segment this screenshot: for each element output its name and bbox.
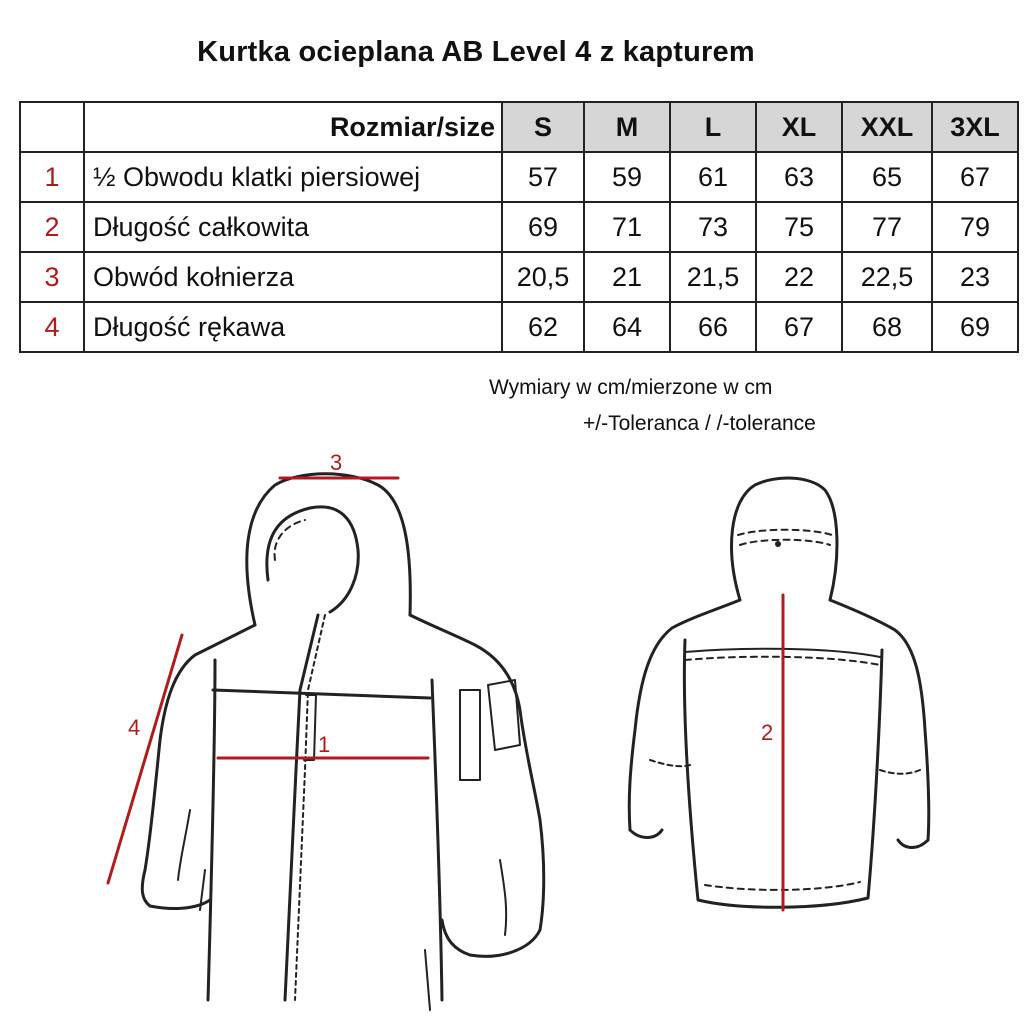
table-cell: 75 (756, 202, 842, 252)
table-cell: 59 (584, 152, 670, 202)
size-header-cell: L (670, 102, 756, 152)
table-cell: 68 (842, 302, 932, 352)
chest-label: 1 (318, 732, 331, 757)
table-cell: 21 (584, 252, 670, 302)
sleeve-measure-line (108, 635, 182, 883)
sleeve-label: 4 (128, 715, 141, 740)
units-note: Wymiary w cm/mierzone w cm (489, 376, 773, 399)
length-label: 2 (761, 720, 774, 745)
table-cell: 21,5 (670, 252, 756, 302)
table-cell: 66 (670, 302, 756, 352)
row-label: ½ Obwodu klatki piersiowej (84, 152, 502, 202)
table-cell: 62 (502, 302, 584, 352)
table-cell: 20,5 (502, 252, 584, 302)
size-table (19, 101, 1019, 353)
table-cell: 77 (842, 202, 932, 252)
table-cell: 22 (756, 252, 842, 302)
size-header-cell: XXL (842, 102, 932, 152)
table-cell: 69 (932, 302, 1018, 352)
size-header-cell: XL (756, 102, 842, 152)
size-header-label: Rozmiar/size (84, 102, 502, 152)
row-label: Długość całkowita (84, 202, 502, 252)
table-header-row (20, 102, 1018, 152)
jacket-front-drawing (142, 474, 543, 1010)
collar-label: 3 (330, 450, 343, 475)
row-label: Długość rękawa (84, 302, 502, 352)
row-number: 4 (20, 302, 84, 352)
jacket-diagram (0, 440, 1024, 1024)
size-header-cell: M (584, 102, 670, 152)
table-cell: 71 (584, 202, 670, 252)
table-row (20, 252, 1018, 302)
table-cell: 22,5 (842, 252, 932, 302)
table-cell: 67 (932, 152, 1018, 202)
table-corner-cell (20, 102, 84, 152)
table-cell: 64 (584, 302, 670, 352)
table-cell: 69 (502, 202, 584, 252)
table-row (20, 202, 1018, 252)
table-cell: 65 (842, 152, 932, 202)
page-title: Kurtka ocieplana AB Level 4 z kapturem (197, 36, 755, 68)
table-row (20, 152, 1018, 202)
table-cell: 23 (932, 252, 1018, 302)
table-cell: 67 (756, 302, 842, 352)
table-cell: 61 (670, 152, 756, 202)
tolerance-note: +/-Toleranca / /-tolerance (583, 412, 816, 435)
table-cell: 57 (502, 152, 584, 202)
table-cell: 79 (932, 202, 1018, 252)
row-number: 3 (20, 252, 84, 302)
table-cell: 73 (670, 202, 756, 252)
jacket-back-drawing (629, 478, 929, 907)
row-label: Obwód kołnierza (84, 252, 502, 302)
table-cell: 63 (756, 152, 842, 202)
size-header-cell: S (502, 102, 584, 152)
row-number: 2 (20, 202, 84, 252)
row-number: 1 (20, 152, 84, 202)
size-header-cell: 3XL (932, 102, 1018, 152)
table-row (20, 302, 1018, 352)
